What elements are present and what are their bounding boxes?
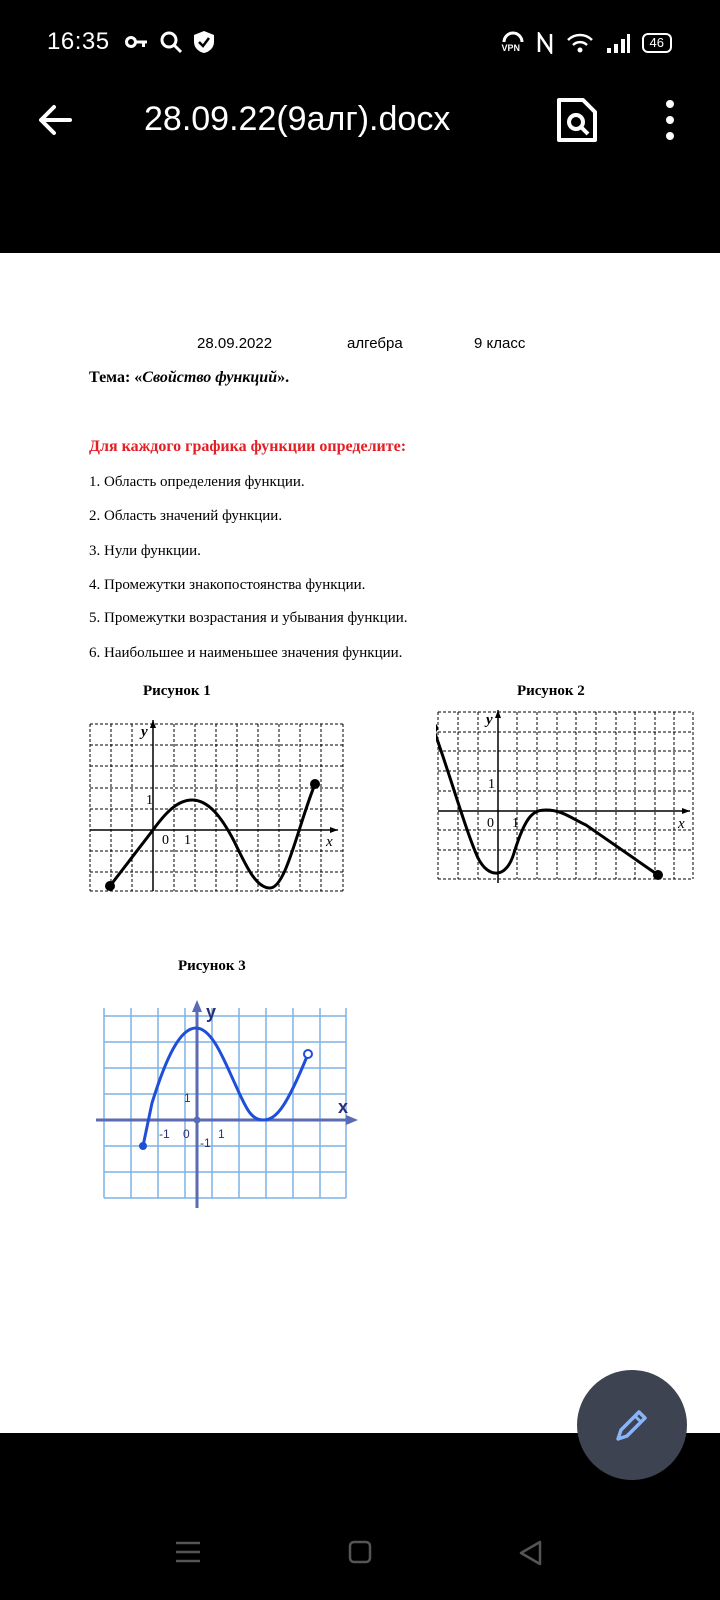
figure-1-zero: 0 [162, 833, 169, 848]
battery-indicator: 46 [642, 33, 672, 53]
figure-3-open-endpoint [304, 1050, 312, 1058]
figure-1-caption: Рисунок 1 [143, 683, 211, 699]
task-item: 4. Промежутки знакопостоянства функции. [89, 577, 366, 593]
vpn-label: VPN [501, 43, 521, 53]
figure-3-zero: 0 [183, 1127, 190, 1141]
figure-1-endpoint [310, 779, 320, 789]
status-bar [0, 0, 720, 88]
vpn-icon [502, 30, 524, 56]
more-options-icon[interactable] [660, 98, 680, 142]
figure-1-one-x: 1 [184, 833, 191, 848]
shield-icon [193, 30, 215, 54]
header-grade: 9 класс [474, 335, 526, 352]
search-icon [159, 30, 183, 54]
figure-2-y-label: y [486, 712, 493, 728]
figure-3-y-label: y [206, 1002, 217, 1022]
figure-2-zero: 0 [487, 816, 494, 831]
signal-icon [606, 33, 630, 53]
topic-suffix: ». [277, 369, 290, 386]
task-item: 1. Область определения функции. [89, 474, 305, 490]
figure-2-caption: Рисунок 2 [517, 683, 585, 699]
figure-1-graph [88, 716, 348, 896]
topic-prefix: Тема: « [89, 369, 143, 386]
document-title: 28.09.22(9алг).docx [144, 100, 451, 138]
figure-3-origin [194, 1117, 201, 1124]
figure-2-endpoint [653, 870, 663, 880]
figure-3-grid [104, 1008, 349, 1198]
figure-1-y-label: y [141, 724, 148, 740]
pencil-icon [612, 1405, 652, 1445]
menu-nav-icon[interactable] [175, 1540, 201, 1564]
figure-3-one-y: 1 [184, 1091, 191, 1105]
task-item: 5. Промежутки возрастания и убывания функции. [89, 610, 408, 626]
status-time: 16:35 [47, 28, 110, 55]
figure-3-minus-one-y: -1 [200, 1136, 211, 1150]
figure-2-x-label: x [678, 816, 685, 832]
header-subject: алгебра [347, 335, 403, 352]
home-nav-icon[interactable] [348, 1540, 372, 1564]
figure-2-graph [436, 708, 696, 888]
task-item: 2. Область значений функции. [89, 508, 283, 524]
figure-3-x-label: x [338, 1097, 349, 1117]
key-icon [125, 32, 149, 52]
edit-button[interactable] [577, 1370, 687, 1480]
instruction-heading: Для каждого графика функции определите: [89, 438, 407, 455]
back-arrow-icon[interactable] [36, 100, 76, 140]
wifi-icon [566, 32, 594, 54]
document-search-icon[interactable] [555, 96, 599, 144]
figure-3-minus-one-x: -1 [159, 1127, 170, 1141]
nfc-icon [536, 32, 554, 54]
figure-1-endpoint [105, 881, 115, 891]
figure-3-one-x: 1 [218, 1127, 225, 1141]
figure-3-graph [96, 998, 366, 1238]
back-nav-icon[interactable] [518, 1540, 542, 1566]
figure-2-one-y: 1 [488, 777, 495, 792]
figure-3-endpoint [139, 1142, 147, 1150]
document-page [0, 253, 720, 1433]
figure-3-caption: Рисунок 3 [178, 958, 246, 974]
task-item: 6. Наибольшее и наименьшее значения функции. [89, 645, 403, 661]
figure-1-x-label: x [326, 834, 333, 850]
task-item: 3. Нули функции. [89, 543, 201, 559]
figure-2-one-x: 1 [512, 816, 519, 831]
figure-1-one-y: 1 [146, 793, 153, 808]
topic-title: Свойство функций [142, 369, 278, 386]
topic-line [89, 369, 289, 387]
figure-2-curve [436, 728, 658, 875]
header-date: 28.09.2022 [197, 335, 273, 352]
